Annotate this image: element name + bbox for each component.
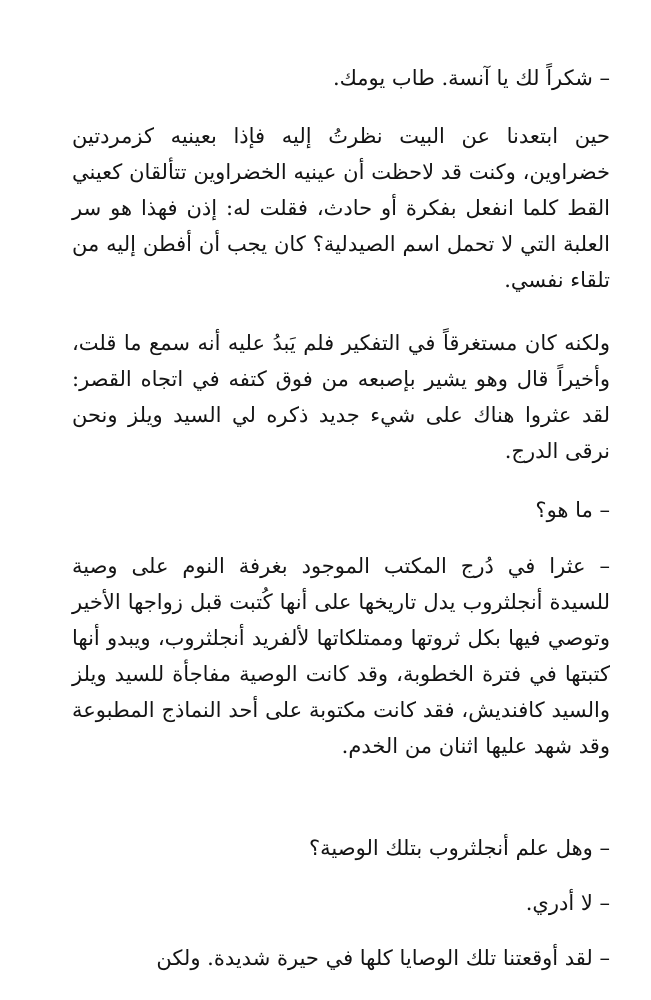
dialogue-line-wills-confusion: – لقد أوقعتنا تلك الوصايا كلها في حيرة شديدة. ولكن <box>156 946 610 970</box>
narration-paragraph-staircase: ولكنه كان مستغرقاً في التفكير فلم يَبدُ عليه أنه سمع ما قلت، وأخيراً قال وهو يشير بإصبعه من فوق كتفه في اتجاه القصر: لقد عثروا هناك على شيء جديد ذكره لي السيد ويلز ونحن نرقى الدرج. <box>72 331 610 463</box>
dialogue-line-dont-know: – لا أدري. <box>525 891 610 915</box>
dialogue-paragraph-will: – عثرا في دُرج المكتب الموجود بغرفة النوم على وصية للسيدة أنجلثروب يدل تاريخها على أنها كُتبت قبل زواجها الأخير وتوصي فيها بكل ثروتها وممتلكاتها لألفريد أنجلثروب، ويبدو أنها كتبتها في فترة الخطوبة، وقد كانت الوصية مفاجأة للسيد ويلز والسيد كافنديش، فقد كانت مكتوبة على أحد النماذج المطبوعة وقد شهد عليها اثنان من الخدم. <box>72 554 610 758</box>
narration-paragraph-eyes: حين ابتعدنا عن البيت نظرتُ إليه فإذا بعينيه كزمردتين خضراوين، وكنت قد لاحظت أن عينيه الخضراوين تتألقان كعيني القط كلما انفعل بفكرة أو حادث، فقلت له: إذن فهذا هو سر العلبة التي لا تحمل اسم الصيدلية؟ كان يجب أن أفطن إليه من تلقاء نفسي. <box>72 124 610 292</box>
dialogue-line-thanks: – شكراً لك يا آنسة. طاب يومك. <box>332 66 610 90</box>
dialogue-line-did-he-know: – وهل علم أنجلثروب بتلك الوصية؟ <box>309 836 610 860</box>
dialogue-line-question: – ما هو؟ <box>535 498 610 522</box>
